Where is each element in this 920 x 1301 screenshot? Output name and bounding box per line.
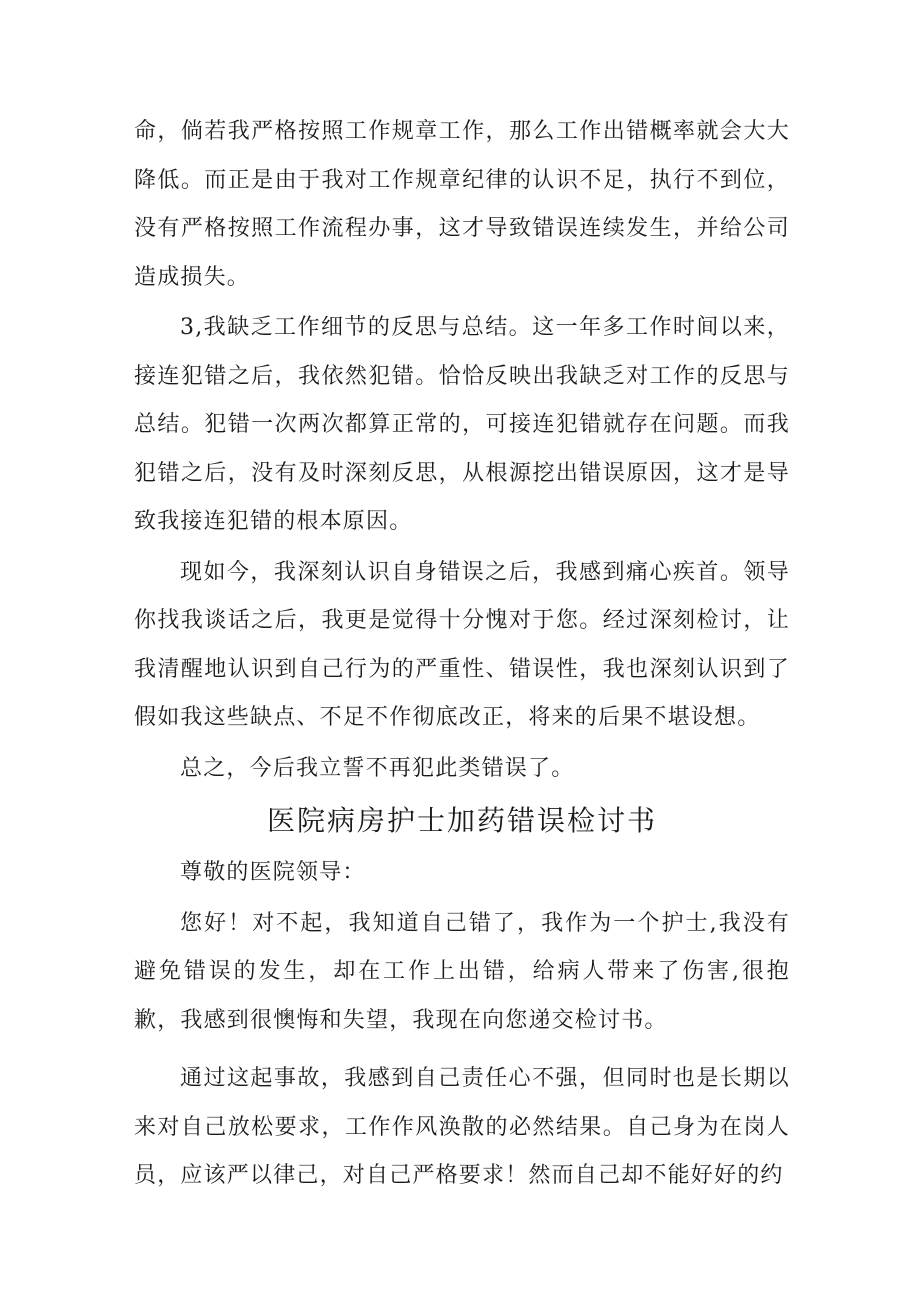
document-title: 医院病房护士加药错误检讨书 xyxy=(266,804,657,837)
paragraph-continuation: 命，倘若我严格按照工作规章工作，那么工作出错概率就会大大降低。而正是由于我对工作规章纪律的认识不足，执行不到位，没有严格按照工作流程办事，这才导致错误连续发生，并给公司造成损失。 xyxy=(134,119,790,290)
paragraph-conclusion: 总之，今后我立誓不再犯此类错误了。 xyxy=(180,755,575,781)
salutation: 尊敬的医院领导： xyxy=(180,860,366,885)
paragraph-point-3: 3,我缺乏工作细节的反思与总结。这一年多工作时间以来，接连犯错之后，我依然犯错。恰恰反映出我缺乏对工作的反思与总结。犯错一次两次都算正常的，可接连犯错就存在问题。而我犯错之后，没有及时深刻反思，从根源挖出错误原因，这才是导致我接连犯错的根本原因。 xyxy=(134,315,790,534)
paragraph-reflection: 现如今，我深刻认识自身错误之后，我感到痛心疾首。领导你找我谈话之后，我更是觉得十分愧对于您。经过深刻检讨，让我清醒地认识到自己行为的严重性、错误性，我也深刻认识到了假如我这些缺点、不足不作彻底改正，将来的后果不堪设想。 xyxy=(134,559,790,730)
document-body xyxy=(134,108,790,1201)
paragraph-analysis: 通过这起事故，我感到自己责任心不强，但同时也是长期以来对自己放松要求，工作作风涣散的必然结果。自己身为在岗人员，应该严以律己，对自己严格要求！然而自己却不能好好的约 xyxy=(134,1066,790,1188)
paragraph-greeting: 您好！对不起，我知道自己错了，我作为一个护士,我没有避免错误的发生，却在工作上出错，给病人带来了伤害,很抱歉，我感到很懊悔和失望，我现在向您递交检讨书。 xyxy=(134,910,790,1033)
